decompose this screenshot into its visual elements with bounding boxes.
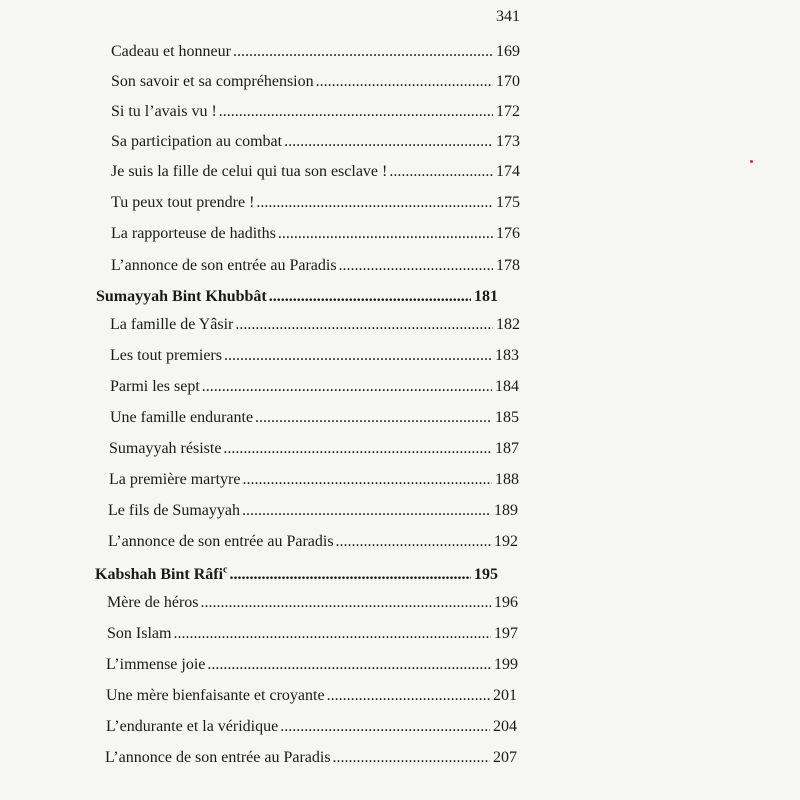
dot-leader	[278, 224, 493, 244]
toc-entry	[106, 655, 518, 675]
toc-entry-title: Son Islam	[107, 625, 172, 642]
toc-entry-page: 192	[494, 533, 518, 550]
dot-leader	[242, 470, 492, 490]
toc-entry-title: Si tu l’avais vu !	[111, 103, 217, 120]
toc-entry	[108, 501, 518, 521]
dot-leader	[336, 532, 491, 552]
toc-entry	[106, 686, 517, 706]
toc-entry-page: 176	[496, 225, 520, 242]
toc-entry-title: Une mère bienfaisante et croyante	[106, 687, 325, 704]
toc-entry-title: La première martyre	[109, 471, 241, 488]
dot-leader	[333, 748, 490, 768]
toc-entry-page: 175	[496, 194, 520, 211]
toc-entry-page: 195	[474, 566, 498, 583]
toc-entry	[111, 224, 520, 244]
toc-entry-page: 181	[474, 288, 498, 305]
dot-leader	[173, 624, 491, 644]
toc-entry-title: Sumayyah résiste	[109, 440, 222, 457]
toc-entry-title: Tu peux tout prendre !	[111, 194, 255, 211]
toc-entry	[109, 439, 519, 459]
toc-entry-title: L’endurante et la véridique	[106, 718, 279, 735]
toc-entry-title: Cadeau et honneur	[111, 43, 231, 60]
dot-leader	[233, 42, 493, 62]
toc-entry-page: 172	[496, 103, 520, 120]
toc-entry-page: 188	[495, 471, 519, 488]
dot-leader	[316, 72, 493, 92]
toc-entry-title: L’annonce de son entrée au Paradis	[105, 749, 331, 766]
dot-leader	[223, 439, 492, 459]
toc-entry-page: 185	[495, 409, 519, 426]
dot-leader	[269, 287, 471, 307]
toc-entry	[106, 717, 517, 737]
toc-entry-page: 184	[495, 378, 519, 395]
toc-entry	[110, 377, 519, 397]
toc-entry-title: Les tout premiers	[110, 347, 222, 364]
toc-entry-title: L’immense joie	[106, 656, 206, 673]
toc-entry	[107, 593, 518, 613]
toc-entry	[111, 256, 520, 276]
toc-entry-title: Le fils de Sumayyah	[108, 502, 240, 519]
dot-leader	[284, 132, 493, 152]
toc-entry	[110, 346, 519, 366]
toc-entry-page: 183	[495, 347, 519, 364]
toc-entry-page: 182	[496, 316, 520, 333]
toc-entry-title: La rapporteuse de hadiths	[111, 225, 276, 242]
toc-entry-page: 207	[493, 749, 517, 766]
dot-leader	[207, 655, 491, 675]
toc-entry-title: Une famille endurante	[110, 409, 254, 426]
toc-entry-title: L’annonce de son entrée au Paradis	[108, 533, 334, 550]
dot-leader	[230, 565, 472, 585]
toc-entry	[105, 748, 517, 768]
toc-entry-title: Parmi les sept	[110, 378, 200, 395]
dot-leader	[327, 686, 490, 706]
dot-leader	[219, 102, 493, 122]
toc-entry	[111, 72, 520, 92]
dot-leader	[235, 315, 493, 335]
dot-leader	[202, 377, 492, 397]
toc-entry-title: Je suis la fille de celui qui tua son esclave !	[111, 163, 388, 180]
dot-leader	[255, 408, 492, 428]
toc-entry-page: 197	[494, 625, 518, 642]
toc-entry	[107, 624, 518, 644]
toc-entry-page: 196	[494, 594, 518, 611]
toc-entry-title: Mère de héros	[107, 594, 199, 611]
toc-entry-page: 187	[495, 440, 519, 457]
toc-entry-page: 169	[496, 43, 520, 60]
stray-mark	[750, 160, 753, 163]
toc-entry-page: 189	[494, 502, 518, 519]
toc-entry	[108, 532, 518, 552]
toc-entry-title: La famille de Yâsir	[110, 316, 234, 333]
dot-leader	[339, 256, 493, 276]
page-number: 341	[496, 8, 520, 25]
toc-entry-page: 173	[496, 133, 520, 150]
toc-entry	[111, 162, 520, 182]
toc-section-heading	[96, 287, 498, 307]
toc-entry-page: 199	[494, 656, 518, 673]
toc-entry-page: 204	[493, 718, 517, 735]
toc-entry	[111, 42, 520, 62]
toc-entry	[111, 193, 520, 213]
toc-entry-page: 178	[496, 257, 520, 274]
toc-entry	[110, 315, 520, 335]
toc-entry-title: Sumayyah Bint Khubbât	[96, 288, 267, 305]
toc-entry-title: L’annonce de son entrée au Paradis	[111, 257, 337, 274]
toc-entry-page: 170	[496, 73, 520, 90]
toc-entry-title: Son savoir et sa compréhension	[111, 73, 314, 90]
toc-entry	[111, 102, 520, 122]
toc-entry-page: 174	[496, 163, 520, 180]
toc-section-heading	[95, 565, 498, 585]
dot-leader	[201, 593, 491, 613]
dot-leader	[242, 501, 491, 521]
dot-leader	[389, 162, 493, 182]
toc-entry-title: Sa participation au combat	[111, 133, 283, 150]
dot-leader	[280, 717, 490, 737]
toc-entry	[110, 408, 519, 428]
dot-leader	[224, 346, 492, 366]
dot-leader	[256, 193, 493, 213]
toc-entry-title: Kabshah Bint Râfi$^c$	[95, 564, 228, 583]
toc-entry	[111, 132, 520, 152]
toc-entry	[109, 470, 519, 490]
toc-entry-page: 201	[493, 687, 517, 704]
